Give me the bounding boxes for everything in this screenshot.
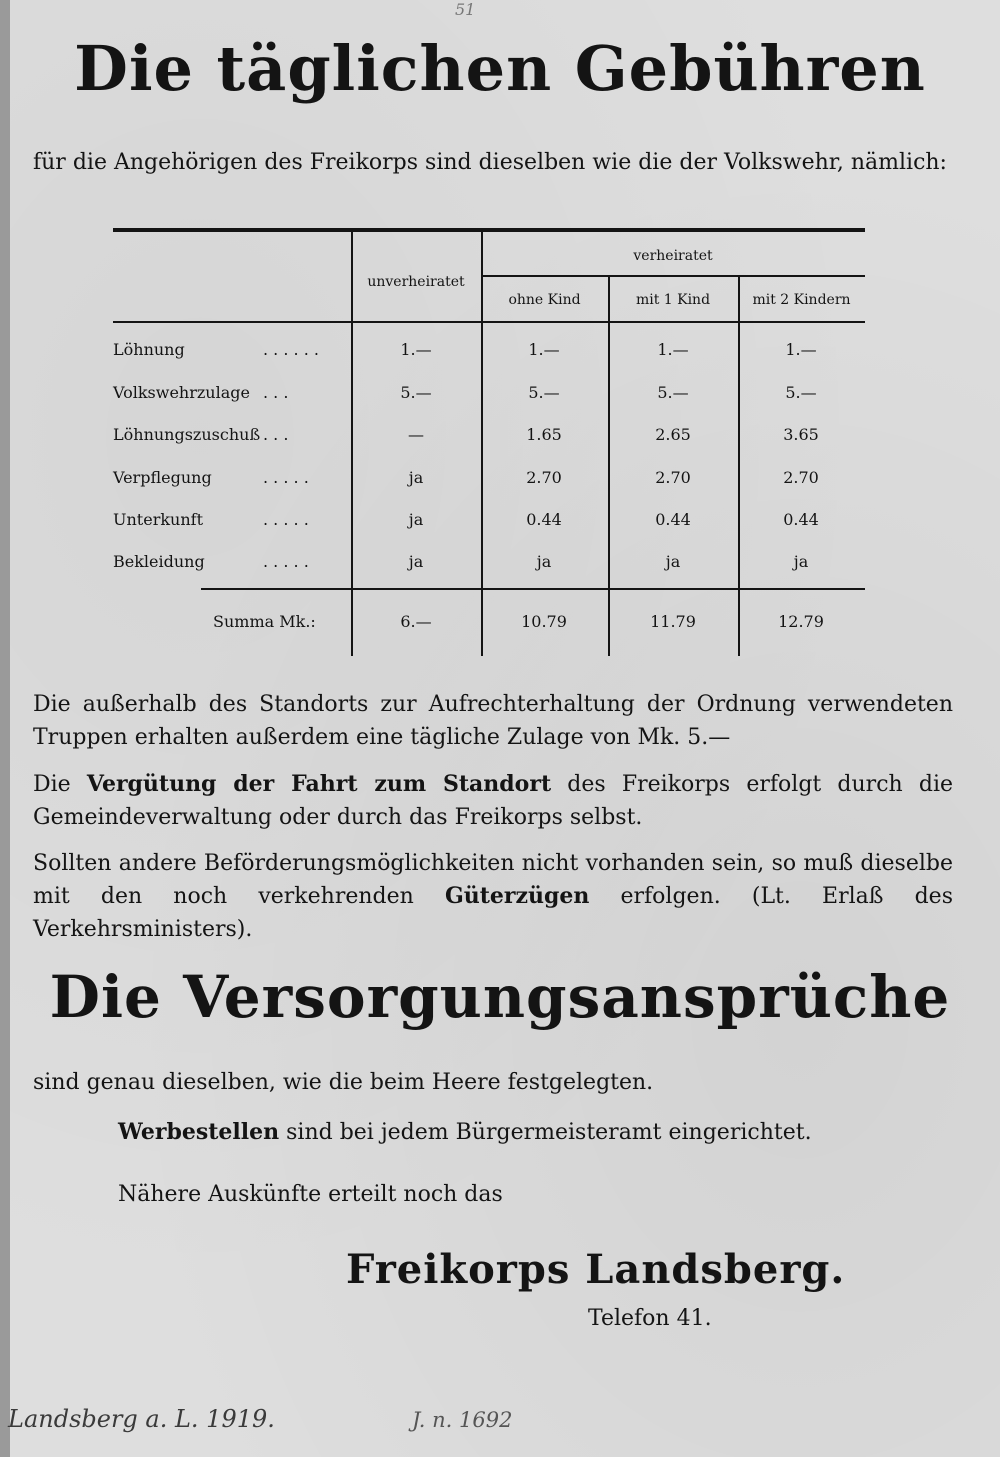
row-leader-dots: . . .	[263, 383, 289, 402]
intro-text: für die Angehörigen des Freikorps sind dieselben wie die der Volkswehr, nämlich:	[33, 150, 947, 175]
page-edge	[0, 0, 10, 1457]
para-text: erfolgen. (Lt. Erlaß des Verkehrsministers).	[33, 884, 953, 942]
table-cell: 2.70	[655, 468, 691, 487]
row-label: Löhnung	[113, 340, 185, 359]
col-divider	[738, 276, 740, 656]
sum-label: Summa Mk.:	[213, 612, 316, 631]
telefon: Telefon 41.	[588, 1306, 712, 1331]
table-cell: 2.70	[526, 468, 562, 487]
handwritten-note-left: Landsberg a. L. 1919.	[8, 1405, 275, 1433]
table-cell: ja	[793, 552, 809, 571]
para-text: des Freikorps erfolgt durch die Gemeindeverwaltung oder durch das Freikorps selbst.	[33, 772, 954, 830]
col-divider	[351, 232, 353, 656]
sum-cell: 11.79	[650, 612, 696, 631]
row-label: Bekleidung	[113, 552, 205, 571]
table-cell: 2.70	[783, 468, 819, 487]
para-text: Die	[33, 772, 87, 797]
header-ohne-kind: ohne Kind	[508, 292, 581, 308]
table-cell: —	[408, 425, 424, 444]
table-cell: 1.—	[400, 340, 432, 359]
header-mit-2-kindern: mit 2 Kindern	[752, 292, 851, 308]
sum-cell: 6.—	[400, 612, 432, 631]
paragraph-werbestellen	[33, 1116, 953, 1149]
paragraph-zulage: Die außerhalb des Standorts zur Aufrechterhaltung der Ordnung verwendeten Truppen erhalten außerdem eine tägliche Zulage von Mk. 5.—	[33, 692, 953, 750]
table-cell: 1.—	[528, 340, 560, 359]
subheader-rule	[481, 275, 865, 277]
sum-cell: 12.79	[778, 612, 824, 631]
table-cell: ja	[408, 468, 424, 487]
paragraph-auskuenfte: Nähere Auskünfte erteilt noch das	[118, 1182, 503, 1207]
row-label: Unterkunft	[113, 510, 203, 529]
para-bold: Vergütung der Fahrt zum Standort	[86, 771, 552, 797]
signature: Freikorps Landsberg.	[346, 1246, 846, 1293]
table-cell: 1.—	[657, 340, 689, 359]
header-verheiratet: verheiratet	[633, 248, 713, 264]
row-leader-dots: . . .	[263, 425, 289, 444]
table-cell: 1.65	[526, 425, 562, 444]
para-bold: Güterzügen	[444, 883, 590, 909]
table-cell: 0.44	[783, 510, 819, 529]
table-cell: ja	[408, 510, 424, 529]
header-rule	[113, 321, 865, 323]
sum-rule	[201, 588, 865, 590]
page-number: 51	[455, 0, 476, 19]
row-leader-dots: . . . . .	[263, 552, 309, 571]
table-cell: 0.44	[655, 510, 691, 529]
fee-table	[113, 228, 865, 656]
col-divider	[608, 276, 610, 656]
para-text: sind bei jedem Bürgermeisteramt eingerichtet.	[279, 1120, 812, 1145]
header-mit-1-kind: mit 1 Kind	[635, 292, 711, 308]
table-cell: 3.65	[783, 425, 819, 444]
table-cell: 2.65	[655, 425, 691, 444]
second-title: Die Versorgungsansprüche	[49, 963, 951, 1031]
sum-cell: 10.79	[521, 612, 567, 631]
para-text: Sollten andere Beförderungsmöglichkeiten nicht vorhanden sein, so muß dieselbe mit den noch verkehrenden	[33, 851, 953, 909]
paragraph-versorgung: sind genau dieselben, wie die beim Heere festgelegten.	[33, 1070, 654, 1095]
header-unverheiratet: unverheiratet	[367, 274, 465, 290]
table-cell: 0.44	[526, 510, 562, 529]
table-cell: ja	[665, 552, 681, 571]
table-cell: ja	[536, 552, 552, 571]
row-leader-dots: . . . . .	[263, 510, 309, 529]
table-cell: 5.—	[528, 383, 560, 402]
paragraph-fahrt	[33, 768, 953, 834]
table-cell: 5.—	[400, 383, 432, 402]
handwritten-note-mid: J. n. 1692	[412, 1408, 513, 1432]
table-cell: ja	[408, 552, 424, 571]
row-label: Volkswehrzulage	[113, 383, 250, 402]
table-cell: 5.—	[785, 383, 817, 402]
row-leader-dots: . . . . .	[263, 468, 309, 487]
row-label: Löhnungszuschuß	[113, 425, 261, 444]
table-cell: 5.—	[657, 383, 689, 402]
paragraph-gueterzuege	[33, 847, 953, 946]
row-label: Verpflegung	[113, 468, 212, 487]
para-bold: Werbestellen	[118, 1119, 280, 1145]
table-cell: 1.—	[785, 340, 817, 359]
table-top-rule	[113, 228, 865, 232]
main-title: Die täglichen Gebühren	[74, 32, 926, 105]
row-leader-dots: . . . . . .	[263, 340, 319, 359]
